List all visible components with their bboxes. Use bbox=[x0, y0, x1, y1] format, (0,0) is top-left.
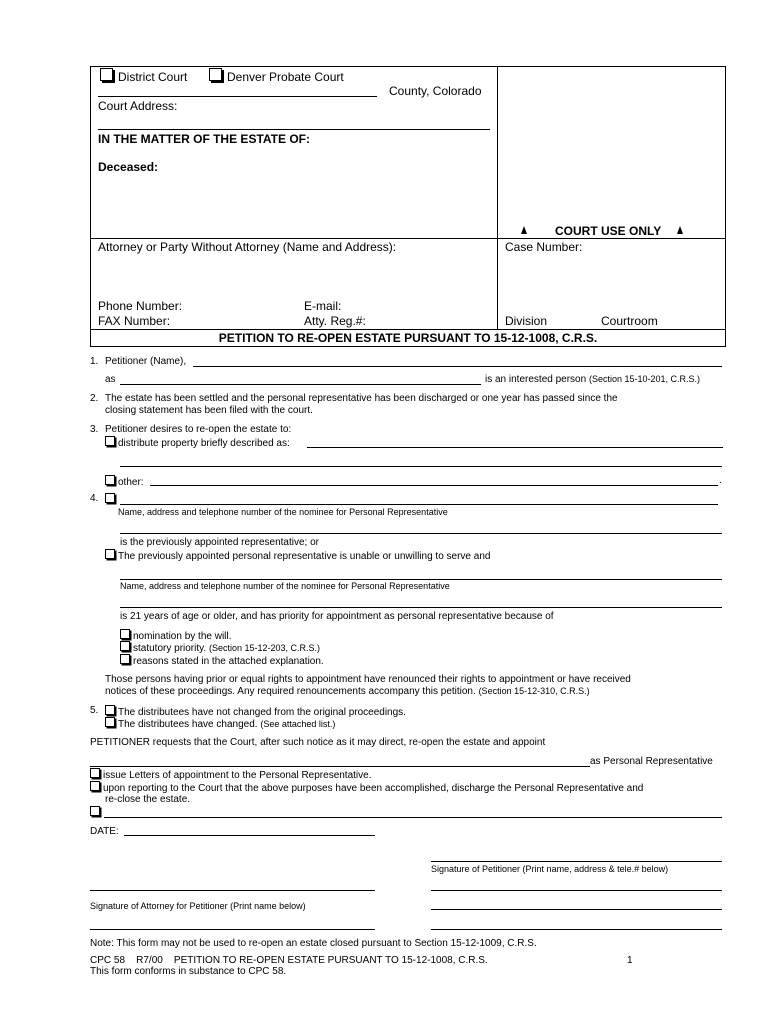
changed-checkbox[interactable] bbox=[105, 717, 115, 727]
petitioner-info-line-3[interactable] bbox=[431, 929, 722, 930]
nominee-line-3[interactable] bbox=[120, 579, 722, 580]
as-label: as bbox=[105, 374, 116, 385]
item1-number: 1. bbox=[90, 356, 99, 367]
age-priority-text: is 21 years of age or older, and has priority for appointment as personal representative because of bbox=[120, 611, 554, 622]
form-title: PETITION TO RE-OPEN ESTATE PURSUANT TO 15-12-1008, C.R.S. bbox=[218, 331, 598, 345]
petitioner-info-line-1[interactable] bbox=[431, 890, 722, 891]
item3-number: 3. bbox=[90, 424, 99, 435]
additional-request-option[interactable] bbox=[90, 806, 103, 819]
as-personal-representative-label: as Personal Representative bbox=[590, 756, 713, 767]
other-checkbox[interactable] bbox=[105, 475, 115, 485]
petitioner-signature-line[interactable] bbox=[431, 861, 722, 862]
attorney-print-name-line[interactable] bbox=[90, 929, 375, 930]
petitioner-info-line-2[interactable] bbox=[431, 909, 722, 910]
atty-reg-label: Atty. Reg.#: bbox=[304, 314, 366, 328]
fax-label: FAX Number: bbox=[98, 314, 171, 328]
distribute-option[interactable]: distribute property briefly described as: bbox=[105, 436, 290, 449]
nominee-caption-1: Name, address and telephone number of the nominee for Personal Representative bbox=[118, 507, 448, 517]
arrow-up-icon bbox=[677, 226, 683, 234]
attorney-label: Attorney or Party Without Attorney (Name and Address): bbox=[98, 240, 397, 254]
form-identifier: CPC 58 R7/00 PETITION TO RE-OPEN ESTATE PURSUANT TO 15-12-1008, C.R.S. bbox=[90, 955, 488, 966]
deceased-label: Deceased: bbox=[98, 160, 159, 174]
petitioner-name-line[interactable] bbox=[193, 366, 722, 367]
previously-appointed-text: is the previously appointed representative; or bbox=[120, 537, 320, 548]
not-changed-option[interactable]: The distributees have not changed from the original proceedings. bbox=[105, 705, 406, 718]
appointee-name-line[interactable] bbox=[90, 766, 590, 767]
statutory-checkbox[interactable] bbox=[120, 641, 130, 651]
renounce-line2: notices of these proceedings. Any required renouncements accompany this petition. (Section 15-12-310, C.R.S.) bbox=[105, 686, 590, 697]
nominee-line-2[interactable] bbox=[120, 533, 722, 534]
interested-person-text: is an interested person (Section 15-10-201, C.R.S.) bbox=[485, 374, 701, 385]
not-changed-checkbox[interactable] bbox=[105, 705, 115, 715]
court-address-label: Court Address: bbox=[98, 99, 178, 113]
date-label: DATE: bbox=[90, 826, 119, 837]
division-label: Division bbox=[505, 314, 548, 328]
item2-line1: The estate has been settled and the personal representative has been discharged or one year has passed since the bbox=[105, 393, 618, 404]
issue-letters-option[interactable]: issue Letters of appointment to the Personal Representative. bbox=[90, 768, 372, 781]
item4-option[interactable] bbox=[105, 493, 118, 506]
caption-box bbox=[90, 66, 726, 347]
phone-label: Phone Number: bbox=[98, 299, 183, 313]
denver-probate-checkbox[interactable] bbox=[209, 68, 222, 81]
item4-number: 4. bbox=[90, 493, 99, 504]
caption-vertical-divider bbox=[497, 66, 498, 330]
caption-horizontal-divider bbox=[90, 238, 726, 239]
petitioner-request-text: PETITIONER requests that the Court, after such notice as it may direct, re-open the estate and appoint bbox=[90, 737, 546, 748]
unable-checkbox[interactable] bbox=[105, 549, 115, 559]
petitioner-signature-caption: Signature of Petitioner (Print name, address & tele.# below) bbox=[431, 864, 669, 874]
case-number-label: Case Number: bbox=[505, 240, 583, 254]
statutory-option[interactable]: statutory priority. (Section 15-12-203, C.R.S.) bbox=[120, 641, 320, 654]
nominee-line-4[interactable] bbox=[120, 607, 722, 608]
title-top-divider bbox=[90, 329, 726, 330]
item2-line2: closing statement has been filed with the court. bbox=[105, 405, 313, 416]
nominee-line-1[interactable] bbox=[120, 504, 718, 505]
district-court-checkbox[interactable] bbox=[100, 68, 113, 81]
footer-note: Note: This form may not be used to re-open an estate closed pursuant to Section 15-12-1009, C.R.S. bbox=[90, 938, 537, 949]
nomination-option[interactable]: nomination by the will. bbox=[120, 629, 231, 642]
county-label: County, Colorado bbox=[389, 84, 482, 98]
item5-number: 5. bbox=[90, 705, 99, 716]
other-period: . bbox=[719, 475, 722, 486]
distribute-description-line[interactable] bbox=[307, 447, 723, 448]
upon-reporting-checkbox[interactable] bbox=[90, 781, 100, 791]
date-line[interactable] bbox=[124, 835, 375, 836]
email-label: E-mail: bbox=[304, 299, 342, 313]
distribute-checkbox[interactable] bbox=[105, 436, 115, 446]
other-option[interactable]: other: bbox=[105, 475, 144, 488]
attorney-signature-caption: Signature of Attorney for Petitioner (Print name below) bbox=[90, 901, 306, 911]
arrow-up-icon bbox=[521, 226, 527, 234]
other-description-line[interactable] bbox=[150, 485, 718, 486]
nomination-checkbox[interactable] bbox=[120, 629, 130, 639]
court-address-line[interactable] bbox=[98, 129, 490, 130]
attorney-signature-line[interactable] bbox=[90, 890, 375, 891]
item4-checkbox[interactable] bbox=[105, 493, 115, 503]
item3-intro: Petitioner desires to re-open the estate to: bbox=[105, 424, 292, 435]
page-number: 1 bbox=[627, 955, 633, 966]
petitioner-capacity-line[interactable] bbox=[120, 384, 481, 385]
renounce-line1: Those persons having prior or equal rights to appointment have renounced their rights to appointment or have received bbox=[105, 674, 631, 685]
changed-option[interactable]: The distributees have changed. (See attached list.) bbox=[105, 717, 335, 730]
nominee-caption-2: Name, address and telephone number of the nominee for Personal Representative bbox=[120, 581, 450, 591]
distribute-description-line-2[interactable] bbox=[120, 466, 722, 467]
petitioner-name-label: Petitioner (Name), bbox=[105, 356, 187, 367]
reasons-checkbox[interactable] bbox=[120, 654, 130, 664]
district-court-option[interactable]: District Court bbox=[100, 68, 187, 84]
courtroom-label: Courtroom bbox=[601, 314, 658, 328]
conforms-note: This form conforms in substance to CPC 58. bbox=[90, 966, 287, 977]
estate-matter-label: IN THE MATTER OF THE ESTATE OF: bbox=[98, 132, 310, 146]
upon-reporting-option[interactable]: upon reporting to the Court that the above purposes have been accomplished, discharge the Personal Representative and bbox=[90, 781, 643, 794]
additional-request-checkbox[interactable] bbox=[90, 806, 100, 816]
county-name-line[interactable] bbox=[98, 96, 377, 97]
court-use-only: COURT USE ONLY bbox=[521, 224, 683, 238]
reasons-option[interactable]: reasons stated in the attached explanation. bbox=[120, 654, 324, 667]
item2-number: 2. bbox=[90, 393, 99, 404]
additional-request-line[interactable] bbox=[104, 817, 722, 818]
issue-letters-checkbox[interactable] bbox=[90, 768, 100, 778]
unable-option[interactable]: The previously appointed personal representative is unable or unwilling to serve and bbox=[105, 549, 490, 562]
denver-probate-option[interactable]: Denver Probate Court bbox=[209, 68, 344, 84]
upon-reporting-line2: re-close the estate. bbox=[105, 794, 191, 805]
